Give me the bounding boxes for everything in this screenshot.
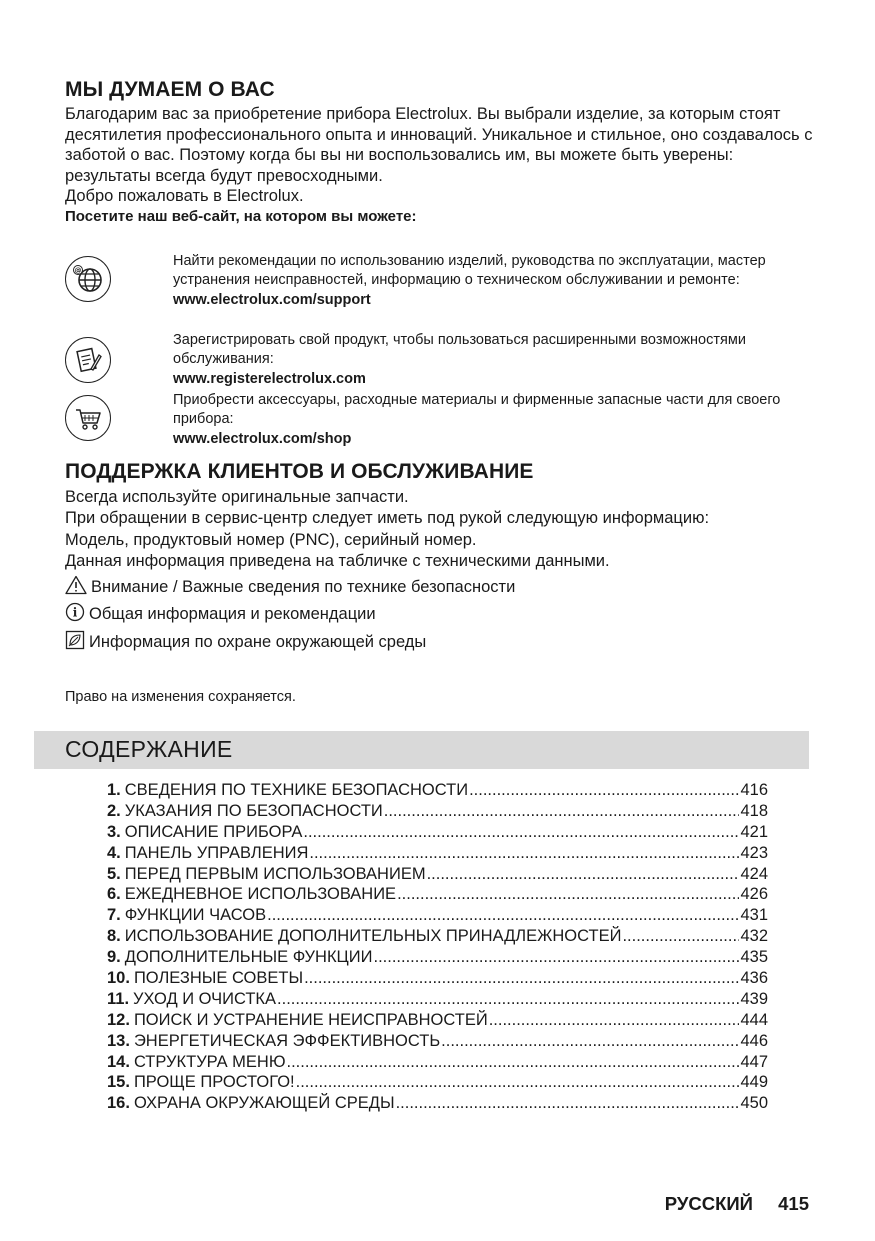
toc-entry-page: 449 — [740, 1073, 768, 1092]
toc-entry-number: 15. — [107, 1073, 130, 1092]
toc-leader-dots — [469, 780, 739, 801]
support-line: При обращении в сервис-центр следует иметь под рукой следующую информацию: — [65, 509, 710, 528]
support-link[interactable]: www.electrolux.com/support — [173, 291, 371, 308]
register-link[interactable]: www.registerelectrolux.com — [173, 370, 366, 387]
toc-entry-number: 8. — [107, 927, 121, 946]
warning-icon — [65, 575, 87, 595]
support-text — [65, 487, 825, 573]
toc-entry-title: ЭНЕРГЕТИЧЕСКАЯ ЭФФЕКТИВНОСТЬ — [133, 1031, 441, 1050]
toc-title: СОДЕРЖАНИЕ — [65, 736, 233, 762]
toc-entry-title: ПОИСК И УСТРАНЕНИЕ НЕИСПРАВНОСТЕЙ — [133, 1010, 488, 1029]
toc-entry-page: 435 — [740, 948, 768, 967]
toc-leader-dots — [373, 947, 739, 968]
toc-entry-number: 5. — [107, 864, 121, 883]
toc-leader-dots — [267, 905, 739, 926]
toc-entry[interactable] — [107, 801, 768, 822]
toc-entry-number: 13. — [107, 1031, 130, 1050]
toc-entry-number: 11. — [107, 989, 130, 1008]
toc-entry-page: 423 — [740, 843, 768, 862]
toc-entry-page: 416 — [740, 781, 768, 799]
page-footer — [665, 1193, 809, 1215]
toc-entry[interactable] — [107, 822, 768, 843]
toc-entry-page: 432 — [740, 927, 768, 946]
toc-entry-page: 450 — [740, 1094, 768, 1113]
visit-website-title: Посетите наш веб-сайт, на котором вы можете: — [65, 207, 417, 225]
intro-paragraph: Благодарим вас за приобретение прибора Electrolux. Вы выбрали изделие, за которым стоят десятилетия профессионального опыта и инноваций. Уникальное и стильное, оно создавалось с заботой о вас. Поэтому когда бы вы ни воспользовались им, вы можете быть уверены: результаты всегда будут превосходными. — [65, 105, 813, 185]
toc-entry-number: 14. — [107, 1052, 130, 1071]
toc-entry-page: 431 — [740, 906, 768, 925]
toc-entry-number: 9. — [107, 948, 121, 967]
toc-entry-page: 424 — [740, 864, 768, 883]
svg-text:i: i — [72, 605, 78, 620]
legend-info — [65, 602, 765, 625]
legend-environment-text: Информация по охране окружающей среды — [89, 633, 427, 651]
toc-entry-number: 4. — [107, 843, 121, 862]
toc-leader-dots — [296, 1072, 740, 1093]
toc-entry-page: 426 — [740, 885, 768, 904]
toc-entry[interactable] — [107, 1072, 768, 1093]
toc-entry-number: 10. — [107, 969, 130, 988]
toc-leader-dots — [277, 989, 739, 1010]
toc-entry-title: ОПИСАНИЕ ПРИБОРА — [124, 822, 303, 841]
toc-entry[interactable] — [107, 947, 768, 968]
toc-list — [107, 780, 768, 1114]
globe-icon — [65, 256, 111, 302]
toc-entry-page: 447 — [740, 1052, 768, 1071]
toc-entry[interactable] — [107, 989, 768, 1010]
toc-leader-dots — [441, 1031, 739, 1052]
toc-entry[interactable] — [107, 1052, 768, 1073]
visit-item-text — [173, 331, 813, 389]
toc-leader-dots — [384, 801, 740, 822]
toc-entry-title: ПАНЕЛЬ УПРАВЛЕНИЯ — [124, 843, 309, 862]
toc-entry-number: 2. — [107, 801, 121, 820]
toc-entry-page: 418 — [740, 801, 768, 820]
rights-note: Право на изменения сохраняется. — [65, 689, 296, 705]
legend-warning — [65, 575, 765, 598]
section-title-thinking-of-you: МЫ ДУМАЕМ О ВАС — [65, 78, 275, 101]
visit-item-text — [173, 252, 813, 310]
toc-entry[interactable] — [107, 884, 768, 905]
toc-entry-title: ПЕРЕД ПЕРВЫМ ИСПОЛЬЗОВАНИЕМ — [124, 864, 426, 883]
shop-description: Приобрести аксессуары, расходные материалы и фирменные запасные части для своего прибора: — [173, 392, 781, 428]
toc-entry-title: УХОД И ОЧИСТКА — [133, 989, 277, 1008]
legend-info-text: Общая информация и рекомендации — [89, 605, 376, 623]
support-line: Модель, продуктовый номер (PNC), серийный номер. — [65, 530, 477, 549]
footer-language: РУССКИЙ — [664, 1193, 753, 1214]
toc-leader-dots — [622, 926, 739, 947]
toc-leader-dots — [396, 1093, 740, 1114]
shop-link[interactable]: www.electrolux.com/shop — [173, 430, 352, 447]
toc-entry-title: ПРОЩЕ ПРОСТОГО! — [133, 1073, 295, 1092]
toc-entry[interactable] — [107, 843, 768, 864]
toc-leader-dots — [309, 843, 739, 864]
toc-leader-dots — [397, 884, 739, 905]
toc-entry-title: ИСПОЛЬЗОВАНИЕ ДОПОЛНИТЕЛЬНЫХ ПРИНАДЛЕЖНОСТЕЙ — [124, 927, 622, 946]
toc-leader-dots — [303, 822, 739, 843]
toc-entry[interactable] — [107, 1010, 768, 1031]
toc-entry-title: СТРУКТУРА МЕНЮ — [133, 1052, 286, 1071]
toc-entry-title: ЕЖЕДНЕВНОЕ ИСПОЛЬЗОВАНИЕ — [124, 885, 397, 904]
footer-page-number: 415 — [778, 1193, 809, 1214]
toc-entry-number: 1. — [107, 781, 121, 799]
toc-entry-number: 7. — [107, 906, 121, 925]
toc-entry-title: ОХРАНА ОКРУЖАЮЩЕЙ СРЕДЫ — [133, 1094, 395, 1113]
svg-text:@: @ — [74, 266, 82, 275]
toc-entry-title: ДОПОЛНИТЕЛЬНЫЕ ФУНКЦИИ — [124, 948, 373, 967]
support-line: Всегда используйте оригинальные запчасти. — [65, 488, 409, 506]
info-icon — [65, 602, 85, 622]
toc-entry-number: 16. — [107, 1094, 130, 1113]
toc-entry-title: СВЕДЕНИЯ ПО ТЕХНИКЕ БЕЗОПАСНОСТИ — [124, 781, 469, 799]
toc-entry[interactable] — [107, 968, 768, 989]
register-description: Зарегистрировать свой продукт, чтобы пользоваться расширенными возможностями обслуживания: — [173, 332, 746, 368]
toc-entry-title: ПОЛЕЗНЫЕ СОВЕТЫ — [133, 969, 304, 988]
toc-entry[interactable] — [107, 1031, 768, 1052]
toc-entry-page: 421 — [740, 822, 768, 841]
visit-item-text — [173, 391, 813, 449]
toc-entry[interactable] — [107, 780, 768, 801]
toc-leader-dots — [427, 864, 740, 885]
toc-leader-dots — [304, 968, 739, 989]
toc-header-band — [34, 731, 809, 769]
support-description: Найти рекомендации по использованию изделий, руководства по эксплуатации, мастер устранения неисправностей, информацию о техническом обслуживании и ремонте: — [173, 253, 766, 289]
toc-entry-title: ФУНКЦИИ ЧАСОВ — [124, 906, 267, 925]
support-line: Данная информация приведена на табличке с техническими данными. — [65, 552, 610, 571]
cart-icon — [65, 395, 111, 441]
welcome-line: Добро пожаловать в Electrolux. — [65, 187, 304, 206]
toc-entry[interactable] — [107, 864, 768, 885]
legend-environment — [65, 630, 765, 653]
toc-entry-page: 446 — [740, 1031, 768, 1050]
toc-entry[interactable] — [107, 1093, 768, 1114]
section-title-customer-support: ПОДДЕРЖКА КЛИЕНТОВ И ОБСЛУЖИВАНИЕ — [65, 460, 534, 483]
toc-entry-number: 6. — [107, 885, 121, 904]
toc-entry-page: 444 — [740, 1010, 768, 1029]
intro-text — [65, 104, 815, 228]
toc-entry-title: УКАЗАНИЯ ПО БЕЗОПАСНОСТИ — [124, 801, 383, 820]
toc-entry-page: 436 — [740, 969, 768, 988]
toc-entry-page: 439 — [740, 989, 768, 1008]
register-icon — [65, 337, 111, 383]
toc-entry[interactable] — [107, 905, 768, 926]
toc-entry-number: 12. — [107, 1010, 130, 1029]
toc-entry-number: 3. — [107, 822, 121, 841]
toc-entry[interactable] — [107, 926, 768, 947]
toc-leader-dots — [287, 1052, 740, 1073]
toc-leader-dots — [489, 1010, 740, 1031]
legend-warning-text: Внимание / Важные сведения по технике безопасности — [91, 578, 516, 596]
environment-icon — [65, 630, 85, 650]
